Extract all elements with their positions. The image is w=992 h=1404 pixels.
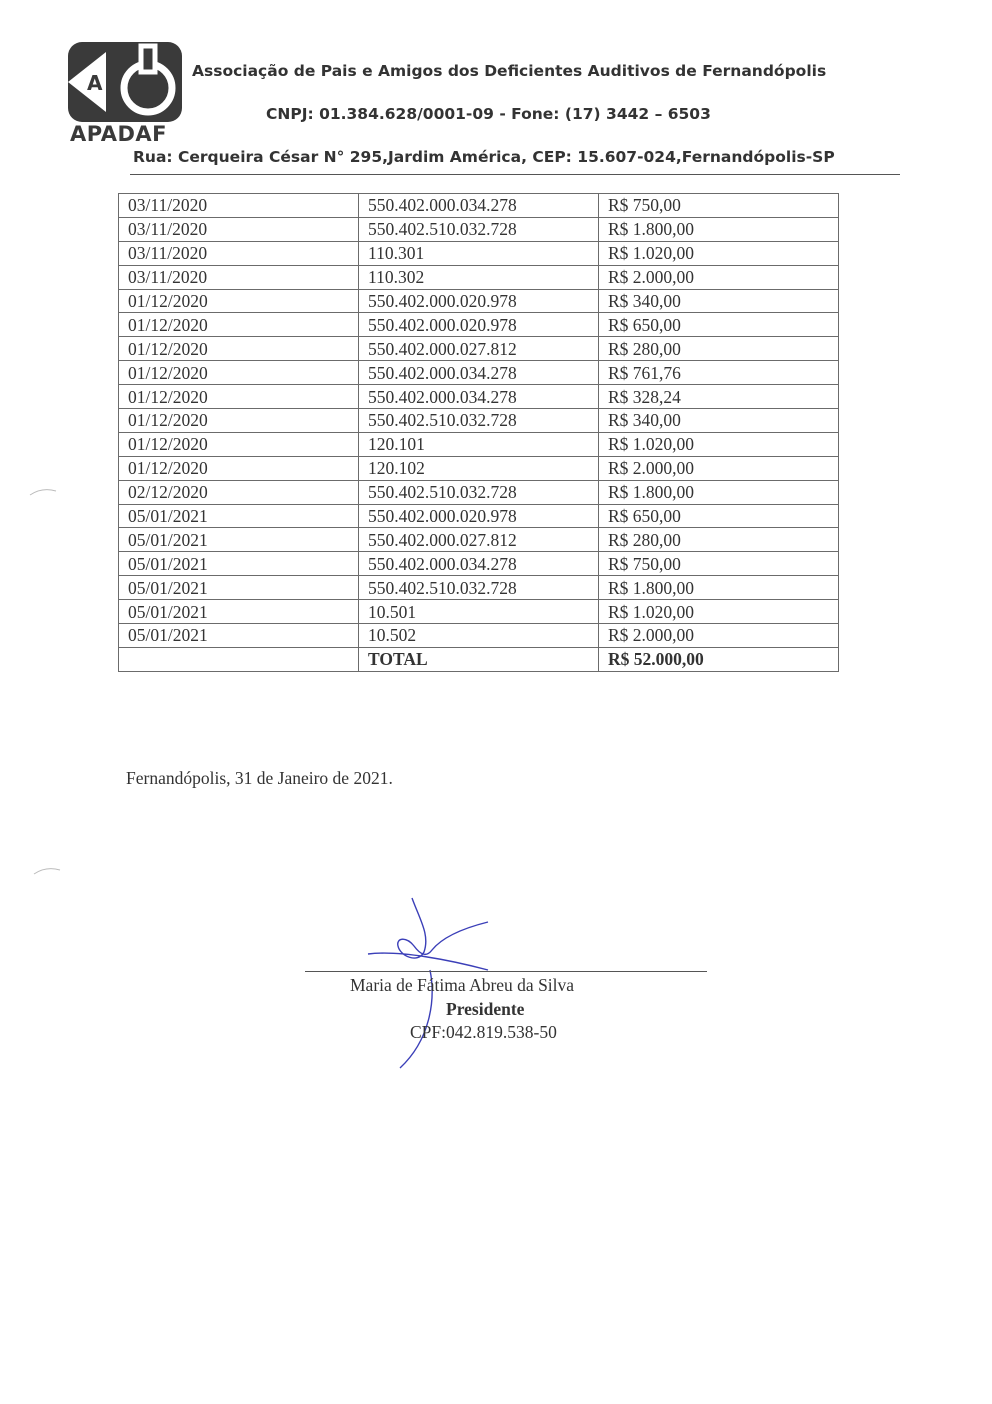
empty-cell xyxy=(119,647,359,671)
table-row xyxy=(119,552,839,576)
address: Rua: Cerqueira César N° 295,Jardim América, CEP: 15.607-024,Fernandópolis-SP xyxy=(133,148,835,166)
table-row xyxy=(119,361,839,385)
table-row xyxy=(119,480,839,504)
code-cell: 550.402.510.032.728 xyxy=(359,217,599,241)
table-row xyxy=(119,504,839,528)
amount-cell: R$ 2.000,00 xyxy=(599,456,839,480)
table-row xyxy=(119,528,839,552)
code-cell: 550.402.510.032.728 xyxy=(359,480,599,504)
amount-cell: R$ 1.800,00 xyxy=(599,217,839,241)
scan-mark xyxy=(32,866,62,876)
date-cell: 05/01/2021 xyxy=(119,528,359,552)
date-cell: 05/01/2021 xyxy=(119,552,359,576)
total-label: TOTAL xyxy=(359,647,599,671)
date-cell: 05/01/2021 xyxy=(119,600,359,624)
header-divider xyxy=(130,174,900,175)
logo-wordmark: APADAF xyxy=(70,122,167,146)
table-row xyxy=(119,337,839,361)
amount-cell: R$ 280,00 xyxy=(599,337,839,361)
code-cell: 110.302 xyxy=(359,265,599,289)
table-row xyxy=(119,217,839,241)
amount-cell: R$ 650,00 xyxy=(599,504,839,528)
signature-line xyxy=(305,971,707,972)
table-row xyxy=(119,432,839,456)
place-and-date: Fernandópolis, 31 de Janeiro de 2021. xyxy=(126,768,393,788)
date-cell: 01/12/2020 xyxy=(119,337,359,361)
cnpj-phone: CNPJ: 01.384.628/0001-09 - Fone: (17) 3442 – 6503 xyxy=(266,105,711,123)
amount-cell: R$ 761,76 xyxy=(599,361,839,385)
table-row xyxy=(119,265,839,289)
table-row xyxy=(119,576,839,600)
date-cell: 01/12/2020 xyxy=(119,432,359,456)
date-cell: 01/12/2020 xyxy=(119,385,359,409)
amount-cell: R$ 750,00 xyxy=(599,552,839,576)
table-row xyxy=(119,409,839,433)
table-row xyxy=(119,313,839,337)
table-row xyxy=(119,624,839,648)
scan-mark xyxy=(28,487,58,497)
code-cell: 550.402.000.020.978 xyxy=(359,289,599,313)
code-cell: 550.402.510.032.728 xyxy=(359,409,599,433)
table-row xyxy=(119,289,839,313)
code-cell: 550.402.000.027.812 xyxy=(359,528,599,552)
date-cell: 03/11/2020 xyxy=(119,241,359,265)
code-cell: 10.501 xyxy=(359,600,599,624)
code-cell: 550.402.000.020.978 xyxy=(359,504,599,528)
table-row xyxy=(119,600,839,624)
code-cell: 10.502 xyxy=(359,624,599,648)
code-cell: 550.402.000.027.812 xyxy=(359,337,599,361)
date-cell: 01/12/2020 xyxy=(119,289,359,313)
total-row xyxy=(119,647,839,671)
amount-cell: R$ 1.020,00 xyxy=(599,432,839,456)
code-cell: 550.402.000.034.278 xyxy=(359,194,599,218)
amount-cell: R$ 340,00 xyxy=(599,289,839,313)
amount-cell: R$ 650,00 xyxy=(599,313,839,337)
amount-cell: R$ 328,24 xyxy=(599,385,839,409)
amount-cell: R$ 750,00 xyxy=(599,194,839,218)
amount-cell: R$ 1.020,00 xyxy=(599,600,839,624)
code-cell: 120.102 xyxy=(359,456,599,480)
date-cell: 03/11/2020 xyxy=(119,194,359,218)
code-cell: 110.301 xyxy=(359,241,599,265)
date-cell: 01/12/2020 xyxy=(119,456,359,480)
date-cell: 02/12/2020 xyxy=(119,480,359,504)
date-cell: 05/01/2021 xyxy=(119,504,359,528)
amount-cell: R$ 280,00 xyxy=(599,528,839,552)
date-cell: 01/12/2020 xyxy=(119,361,359,385)
amount-cell: R$ 340,00 xyxy=(599,409,839,433)
date-cell: 01/12/2020 xyxy=(119,409,359,433)
amount-cell: R$ 2.000,00 xyxy=(599,624,839,648)
organization-name: Associação de Pais e Amigos dos Deficientes Auditivos de Fernandópolis xyxy=(192,62,827,80)
amount-cell: R$ 1.800,00 xyxy=(599,576,839,600)
total-amount: R$ 52.000,00 xyxy=(599,647,839,671)
payments-table xyxy=(118,193,839,672)
code-cell: 550.402.000.034.278 xyxy=(359,385,599,409)
table-row xyxy=(119,456,839,480)
signatory-name: Maria de Fátima Abreu da Silva xyxy=(350,975,575,995)
amount-cell: R$ 1.800,00 xyxy=(599,480,839,504)
table-row xyxy=(119,241,839,265)
svg-text:A: A xyxy=(87,71,103,95)
code-cell: 550.402.000.034.278 xyxy=(359,552,599,576)
code-cell: 550.402.000.034.278 xyxy=(359,361,599,385)
date-cell: 05/01/2021 xyxy=(119,576,359,600)
date-cell: 01/12/2020 xyxy=(119,313,359,337)
table-row xyxy=(119,194,839,218)
signatory-cpf: CPF:042.819.538-50 xyxy=(410,1022,557,1042)
amount-cell: R$ 1.020,00 xyxy=(599,241,839,265)
code-cell: 120.101 xyxy=(359,432,599,456)
date-cell: 05/01/2021 xyxy=(119,624,359,648)
date-cell: 03/11/2020 xyxy=(119,265,359,289)
signatory-role: Presidente xyxy=(446,999,525,1019)
code-cell: 550.402.510.032.728 xyxy=(359,576,599,600)
code-cell: 550.402.000.020.978 xyxy=(359,313,599,337)
table-row xyxy=(119,385,839,409)
date-cell: 03/11/2020 xyxy=(119,217,359,241)
amount-cell: R$ 2.000,00 xyxy=(599,265,839,289)
